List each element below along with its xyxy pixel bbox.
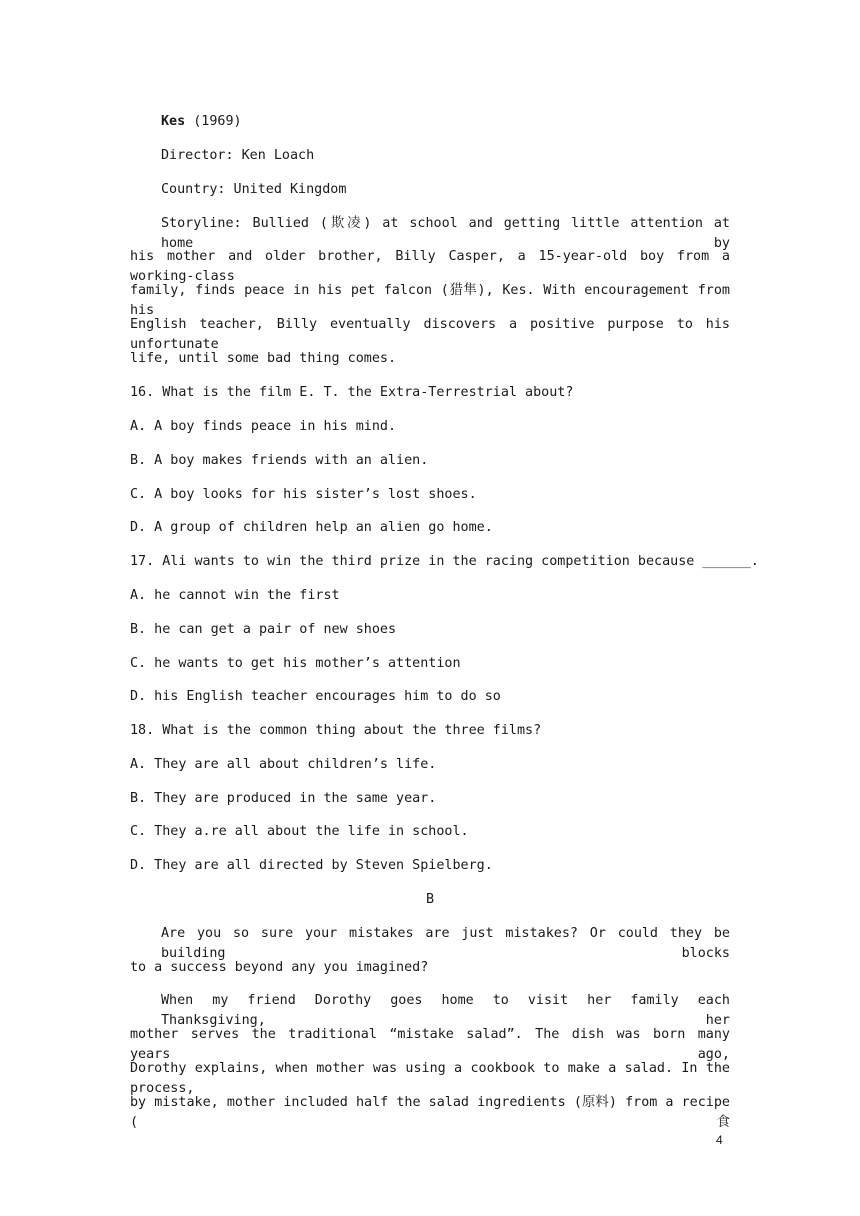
storyline-line: family, finds peace in his pet falcon (猎隼), Kes. With encouragement from his [130,283,730,318]
question-option: D. his English teacher encourages him to do so [130,689,501,704]
storyline-line: his mother and older brother, Billy Casper, a 15-year-old boy from a working-class [130,249,730,284]
question-stem: 17. Ali wants to win the third prize in the racing competition because ______. [130,554,759,569]
question-option: A. They are all about children’s life. [130,757,437,772]
question-option: D. They are all directed by Steven Spielberg. [130,858,493,873]
question-option: B. he can get a pair of new shoes [130,622,397,637]
section-heading: B [425,892,435,907]
storyline-line: English teacher, Billy eventually discovers a positive purpose to his unfortunate [130,317,730,352]
question-option: C. he wants to get his mother’s attention [130,656,461,671]
paragraph-line: When my friend Dorothy goes home to visit her family each Thanksgiving, her [161,993,730,1028]
film-heading [161,112,730,132]
paragraph-line: Are you so sure your mistakes are just mistakes? Or could they be building blocks [161,926,730,961]
question-option: A. A boy finds peace in his mind. [130,419,397,434]
question-stem: 18. What is the common thing about the three films? [130,723,542,738]
paragraph-line: to a success beyond any you imagined? [130,960,429,975]
film-year: (1969) [193,114,242,129]
question-option: C. A boy looks for his sister’s lost shoes. [130,487,477,502]
question-option: A. he cannot win the first [130,588,340,603]
paragraph-line: Dorothy explains, when mother was using a cookbook to make a salad. In the process, [130,1061,730,1096]
storyline-line: Storyline: Bullied (欺凌) at school and getting little attention at home by [161,216,730,251]
question-option: C. They a.re all about the life in school. [130,824,469,839]
film-country: Country: United Kingdom [161,182,347,197]
question-stem: 16. What is the film E. T. the Extra-Terrestrial about? [130,385,574,400]
film-director: Director: Ken Loach [161,148,315,163]
storyline-line: life, until some bad thing comes. [130,351,397,366]
question-option: B. They are produced in the same year. [130,791,437,806]
question-option: B. A boy makes friends with an alien. [130,453,429,468]
film-title: Kes [161,114,186,129]
question-option: D. A group of children help an alien go home. [130,520,493,535]
page-number: 4 [716,1133,723,1147]
paragraph-line: by mistake, mother included half the salad ingredients (原料) from a recipe (食 [130,1095,730,1130]
paragraph-line: mother serves the traditional “mistake salad”. The dish was born many years ago, [130,1027,730,1062]
